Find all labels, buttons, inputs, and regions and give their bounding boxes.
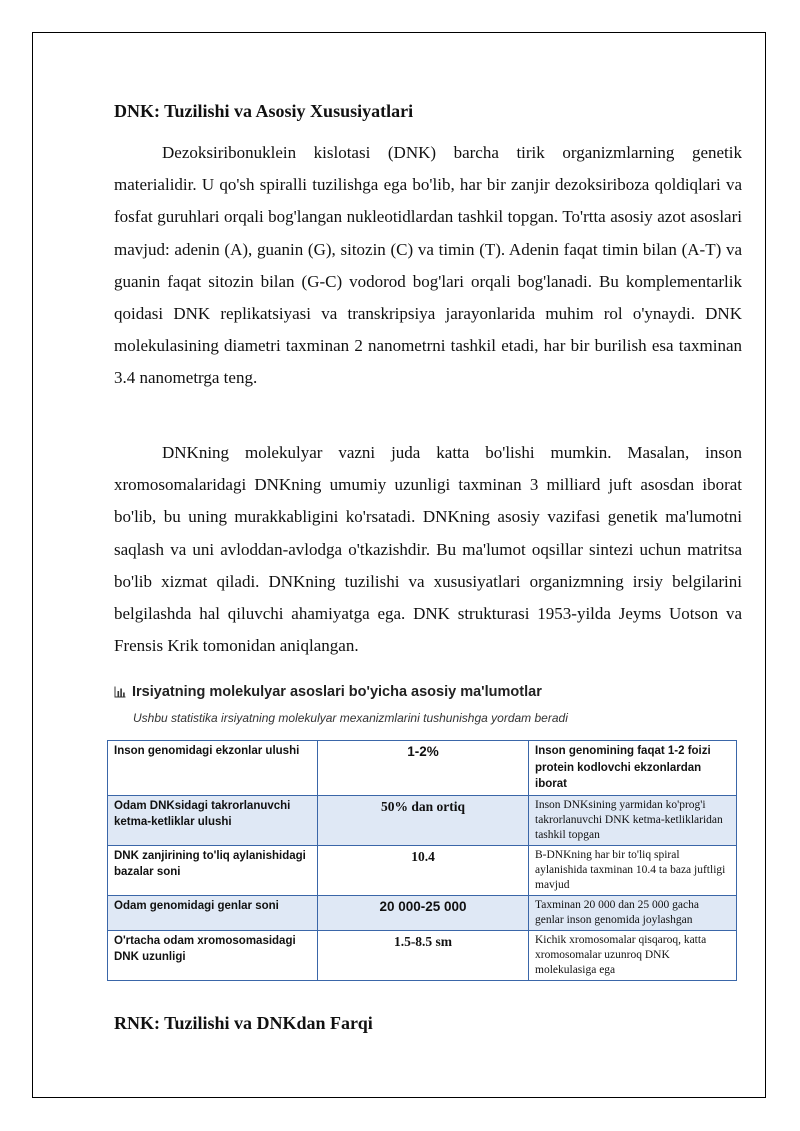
- row-label: DNK zanjirining to'liq aylanishidagi bazalar soni: [108, 845, 318, 895]
- stats-subtitle: Ushbu statistika irsiyatning molekulyar mexanizmlarini tushunishga yordam beradi: [133, 711, 568, 725]
- table-row: [108, 741, 737, 796]
- stats-title-text: Irsiyatning molekulyar asoslari bo'yicha asosiy ma'lumotlar: [132, 684, 542, 700]
- row-description: Inson genomining faqat 1-2 foizi protein kodlovchi ekzonlardan iborat: [529, 741, 737, 796]
- row-label: Odam genomidagi genlar soni: [108, 895, 318, 930]
- table-row: [108, 845, 737, 895]
- row-value: 20 000-25 000: [318, 895, 529, 930]
- table-row: [108, 930, 737, 980]
- bar-chart-icon: [114, 686, 126, 698]
- section-heading-rnk: RNK: Tuzilishi va DNKdan Farqi: [114, 1013, 373, 1033]
- paragraph-dnk-function: DNKning molekulyar vazni juda katta bo'lishi mumkin. Masalan, inson xromosomalaridagi DNKning umumiy uzunligi taxminan 3 milliard juft asosdan iborat bo'lib, bu uning murakkabligini ko'rsatadi. DNKning asosiy vazifasi genetik ma'lumotni saqlash va uni avloddan-avlodga o'tkazishdir. Bu ma'lumot oqsillar sintezi uchun matritsa bo'lib xizmat qiladi. DNKning tuzilishi va xususiyatlari organizmning irsiy belgilarini belgilashda hal qiluvchi ahamiyatga ega. DNK strukturasi 1953-yilda Jeyms Uotson va Frensis Krik tomonidan aniqlangan.: [114, 443, 742, 656]
- row-value: 1.5-8.5 sm: [318, 930, 529, 980]
- row-description: Kichik xromosomalar qisqaroq, katta xromosomalar uzunroq DNK molekulasiga ega: [529, 930, 737, 980]
- stats-title: [114, 684, 542, 700]
- paragraph-dnk-structure: Dezoksiribonuklein kislotasi (DNK) barcha tirik organizmlarning genetik materialidir. U qo'sh spiralli tuzilishga ega bo'lib, har bir zanjir dezoksiriboza qoldiqlari va fosfat guruhlari orqali bog'langan nukleotidlardan tashkil topgan. To'rtta asosiy azot asoslari mavjud: adenin (A), guanin (G), sitozin (C) va timin (T). Adenin faqat timin bilan (A-T) va guanin faqat sitozin bilan (G-C) vodorod bog'lari orqali bog'lanadi. Bu komplementarlik qoidasi DNK replikatsiyasi va transkripsiya jarayonlarida muhim rol o'ynaydi. DNK molekulasining diametri taxminan 2 nanometrni tashkil etadi, har bir burilish esa taxminan 3.4 nanometrga teng.: [114, 143, 742, 388]
- table-row: [108, 795, 737, 845]
- row-description: Taxminan 20 000 dan 25 000 gacha genlar inson genomida joylashgan: [529, 895, 737, 930]
- row-value: 1-2%: [318, 741, 529, 796]
- stats-table: [107, 740, 737, 981]
- table-row: [108, 895, 737, 930]
- row-label: Inson genomidagi ekzonlar ulushi: [108, 741, 318, 796]
- row-description: B-DNKning har bir to'liq spiral aylanishida taxminan 10.4 ta baza juftligi mavjud: [529, 845, 737, 895]
- row-description: Inson DNKsining yarmidan ko'prog'i takrorlanuvchi DNK ketma-ketliklaridan tashkil topgan: [529, 795, 737, 845]
- row-value: 10.4: [318, 845, 529, 895]
- row-value: 50% dan ortiq: [318, 795, 529, 845]
- section-heading-dnk: DNK: Tuzilishi va Asosiy Xususiyatlari: [114, 101, 414, 121]
- row-label: Odam DNKsidagi takrorlanuvchi ketma-ketliklar ulushi: [108, 795, 318, 845]
- row-label: O'rtacha odam xromosomasidagi DNK uzunligi: [108, 930, 318, 980]
